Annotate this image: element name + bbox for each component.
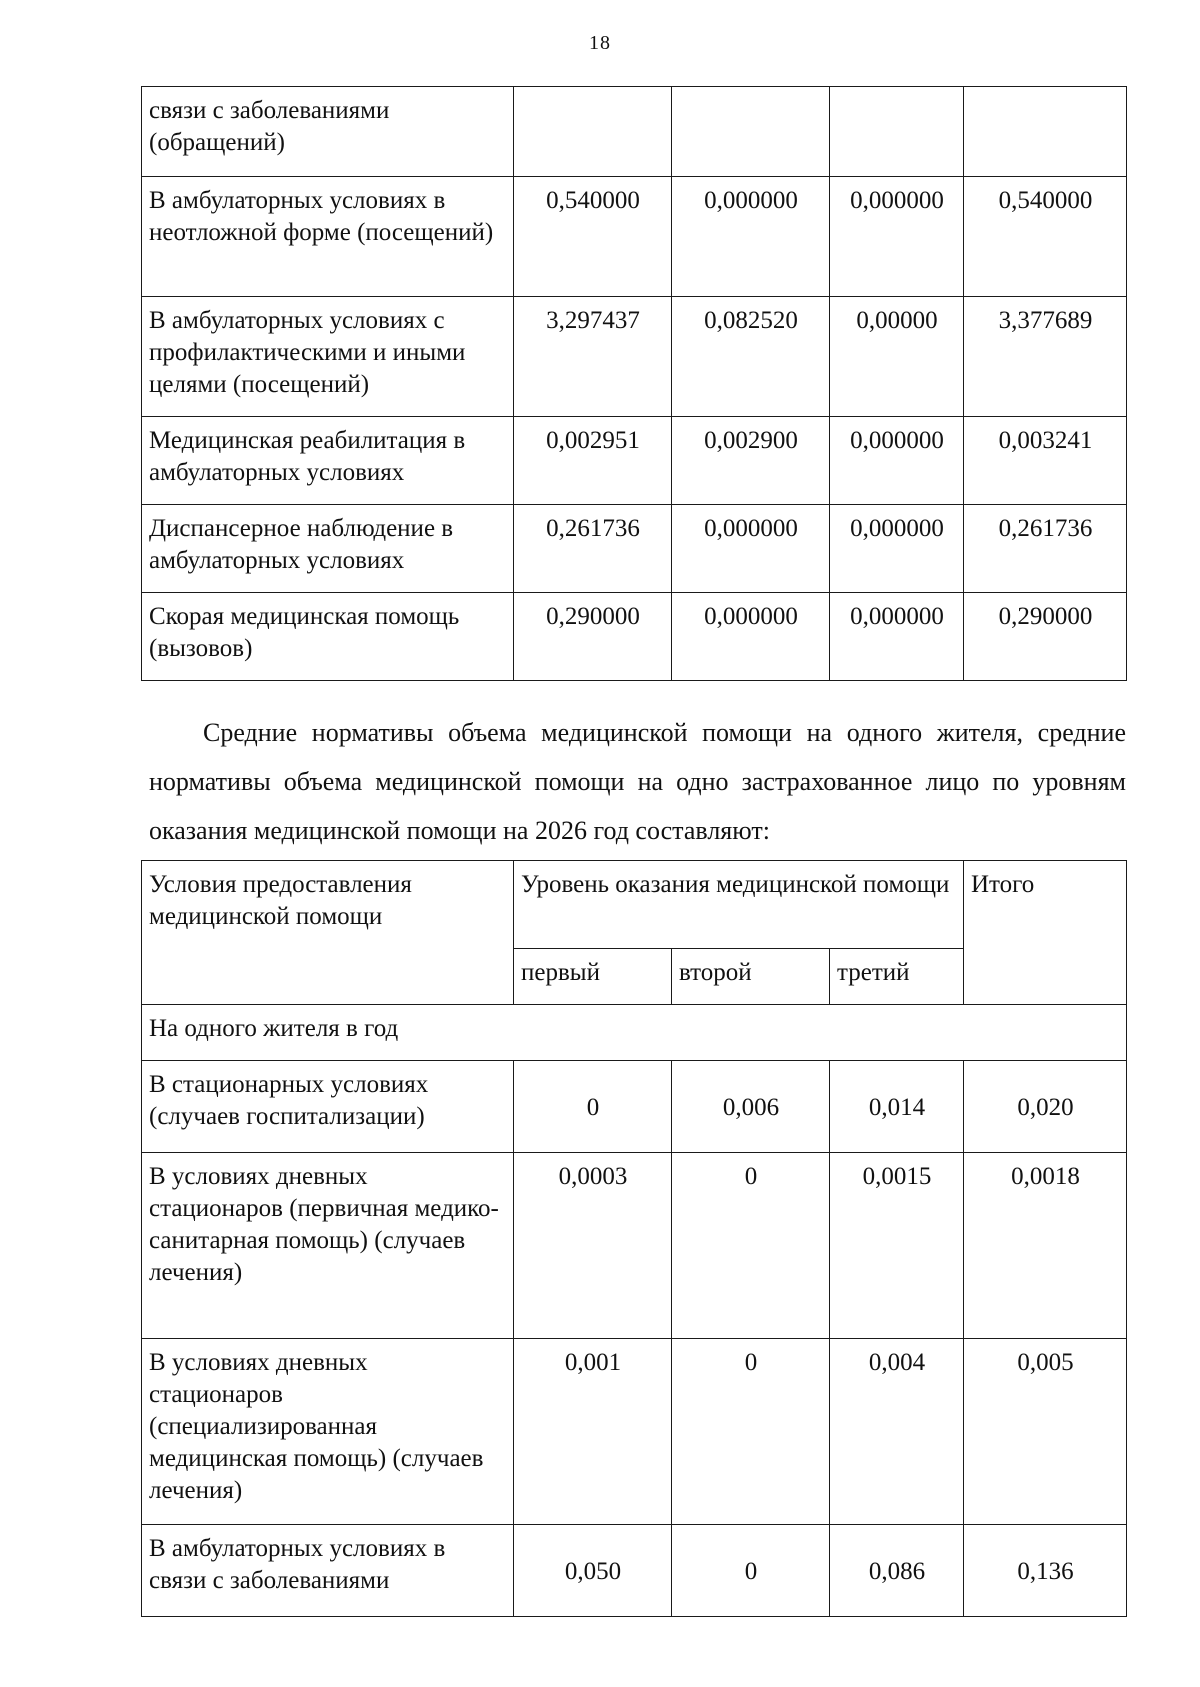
header-total: Итого — [964, 861, 1127, 1005]
cell-value: 0,000000 — [672, 593, 830, 681]
cell-value: 0,540000 — [964, 177, 1127, 297]
cell-value: 0 — [672, 1339, 830, 1525]
cell-value: 0,002951 — [514, 417, 672, 505]
cell-value: 0 — [672, 1153, 830, 1339]
header-level-third: третий — [830, 949, 964, 1005]
cell-value: 0,0015 — [830, 1153, 964, 1339]
cell-value: 0,000000 — [672, 505, 830, 593]
row-label: связи с заболеваниями (обращений) — [142, 87, 514, 177]
cell-value: 0,050 — [514, 1525, 672, 1617]
header-level: Уровень оказания медицинской помощи — [514, 861, 964, 949]
cell-value — [830, 87, 964, 177]
cell-value: 0,000000 — [830, 505, 964, 593]
row-label: В амбулаторных условиях с профилактическими и иными целями (посещений) — [142, 297, 514, 417]
table-header-row — [142, 861, 1127, 949]
cell-value: 0,020 — [964, 1061, 1127, 1153]
cell-value: 0,006 — [672, 1061, 830, 1153]
header-conditions: Условия предоставления медицинской помощи — [142, 861, 514, 1005]
row-label: Скорая медицинская помощь (вызовов) — [142, 593, 514, 681]
table-section-row — [142, 1005, 1127, 1061]
header-level-first: первый — [514, 949, 672, 1005]
header-level-second: второй — [672, 949, 830, 1005]
cell-value: 0,001 — [514, 1339, 672, 1525]
cell-value: 0,000000 — [830, 417, 964, 505]
cell-value: 0 — [514, 1061, 672, 1153]
row-label: В стационарных условиях (случаев госпитализации) — [142, 1061, 514, 1153]
table-row — [142, 593, 1127, 681]
table-row — [142, 1525, 1127, 1617]
section-label: На одного жителя в год — [142, 1005, 1127, 1061]
cell-value: 0,004 — [830, 1339, 964, 1525]
volume-norms-2026-table — [141, 860, 1127, 1617]
row-label: Медицинская реабилитация в амбулаторных условиях — [142, 417, 514, 505]
cell-value: 0,002900 — [672, 417, 830, 505]
row-label: В условиях дневных стационаров (первичная медико-санитарная помощь) (случаев лечения) — [142, 1153, 514, 1339]
cell-value: 0 — [672, 1525, 830, 1617]
cell-value: 0,290000 — [514, 593, 672, 681]
cell-value: 0,005 — [964, 1339, 1127, 1525]
cell-value — [964, 87, 1127, 177]
table-row — [142, 177, 1127, 297]
cell-value: 0,003241 — [964, 417, 1127, 505]
cell-value: 0,540000 — [514, 177, 672, 297]
table-row — [142, 1061, 1127, 1153]
cell-value: 0,000000 — [830, 177, 964, 297]
cell-value: 0,290000 — [964, 593, 1127, 681]
volume-norms-table-continued — [141, 86, 1127, 681]
row-label: В условиях дневных стационаров (специализированная медицинская помощь) (случаев лечения) — [142, 1339, 514, 1525]
cell-value: 0,000000 — [830, 593, 964, 681]
table-row — [142, 87, 1127, 177]
table-row — [142, 297, 1127, 417]
cell-value: 0,136 — [964, 1525, 1127, 1617]
cell-value: 0,261736 — [514, 505, 672, 593]
cell-value: 3,297437 — [514, 297, 672, 417]
table-row — [142, 417, 1127, 505]
row-label: В амбулаторных условиях в неотложной форме (посещений) — [142, 177, 514, 297]
cell-value: 0,0018 — [964, 1153, 1127, 1339]
cell-value: 0,00000 — [830, 297, 964, 417]
intro-paragraph — [149, 708, 1126, 855]
cell-value — [672, 87, 830, 177]
cell-value: 0,082520 — [672, 297, 830, 417]
table-row — [142, 505, 1127, 593]
row-label: Диспансерное наблюдение в амбулаторных условиях — [142, 505, 514, 593]
cell-value: 0,0003 — [514, 1153, 672, 1339]
cell-value: 0,000000 — [672, 177, 830, 297]
table-row — [142, 1153, 1127, 1339]
cell-value — [514, 87, 672, 177]
cell-value: 0,014 — [830, 1061, 964, 1153]
paragraph-text: Средние нормативы объема медицинской помощи на одного жителя, средние нормативы объема медицинской помощи на одно застрахованное лицо по уровням оказания медицинской помощи на 2026 год составляют: — [149, 718, 1126, 845]
cell-value: 3,377689 — [964, 297, 1127, 417]
cell-value: 0,086 — [830, 1525, 964, 1617]
cell-value: 0,261736 — [964, 505, 1127, 593]
table-row — [142, 1339, 1127, 1525]
page-number: 18 — [589, 32, 611, 54]
row-label: В амбулаторных условиях в связи с заболеваниями — [142, 1525, 514, 1617]
